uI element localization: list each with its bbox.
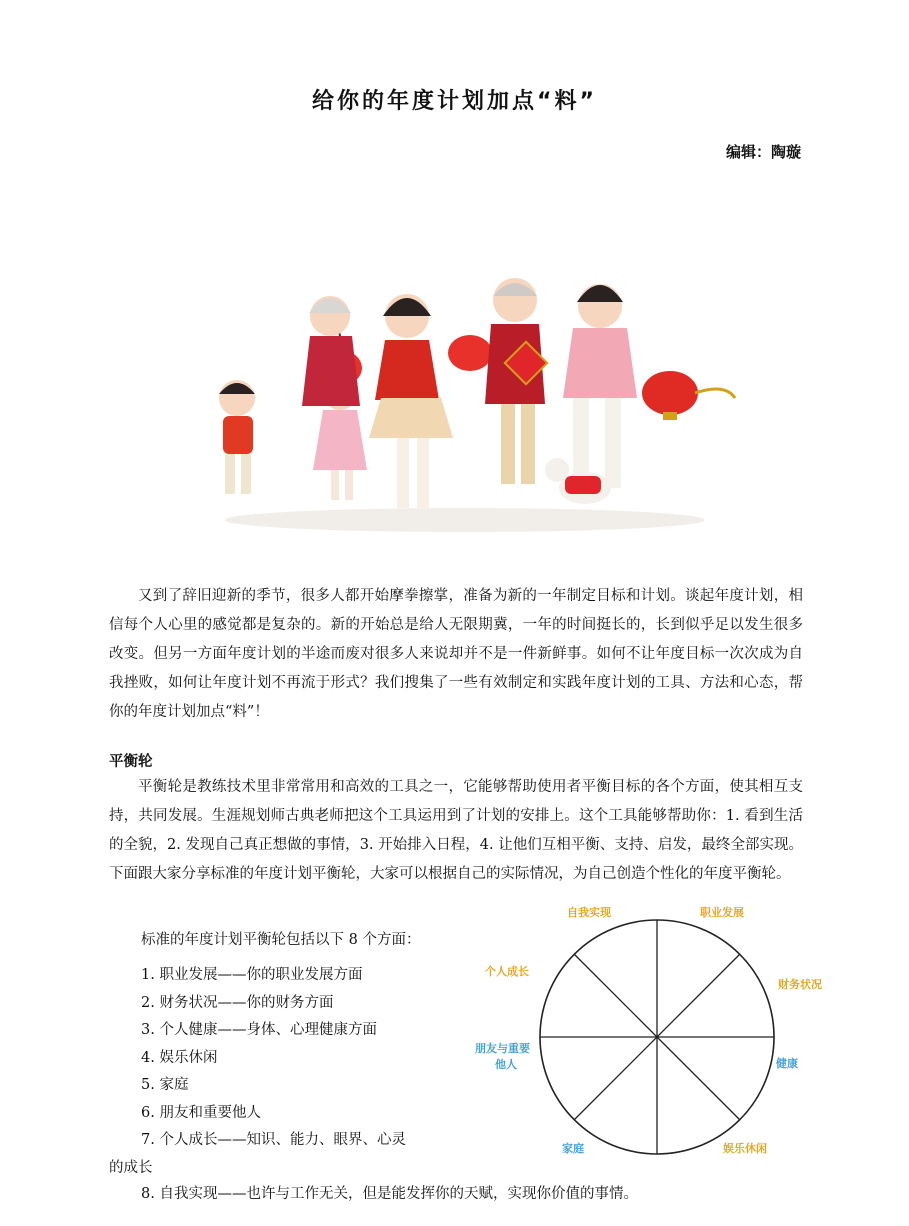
list-item: 8. 自我实现——也许与工作无关，但是能发挥你的天赋，实现你价值的事情。: [141, 1186, 638, 1202]
balance-wheel-diagram: [465, 895, 835, 1165]
wheel-graphic: [540, 920, 774, 1154]
list-item: 6. 朋友和重要他人: [141, 1104, 261, 1121]
editor-credit: 编辑：陶璇: [725, 143, 801, 161]
wheel-label-leisure: 娱乐休闲: [723, 1142, 767, 1155]
aspect-list: [109, 962, 449, 1182]
list-item-continuation: 的成长: [109, 1159, 153, 1176]
child-figure: [219, 380, 255, 494]
wheel-label-friends: 朋友与重要: [475, 1042, 530, 1055]
wheel-label-career: 职业发展: [700, 906, 744, 919]
section-heading: 平衡轮: [109, 754, 153, 770]
wheel-label-growth: 个人成长: [485, 965, 529, 978]
adult-figure: [369, 294, 453, 508]
list-item: 2. 财务状况——你的财务方面: [141, 994, 334, 1011]
balance-wheel-paragraph: 平衡轮是教练技术里非常常用和高效的工具之一，它能够帮助使用者平衡目标的各个方面，使其相互支持，共同发展。生涯规划师古典老师把这个工具运用到了计划的安排上。这个工具能够帮助你：1. 看到生活的全貌，2. 发现自己真正想做的事情，3. 开始排入日程，4. 让他们互相平衡、支持、启发，最终全部实现。下面跟大家分享标准的年度计划平衡轮，大家可以根据自己的实际情况，为自己创造个性化的年度平衡轮。: [109, 779, 803, 882]
list-item: 7. 个人成长——知识、能力、眼界、心灵: [141, 1132, 406, 1148]
list-item: 1. 职业发展——你的职业发展方面: [141, 967, 363, 983]
lantern-icon: [448, 335, 492, 371]
wheel-label-self-realization: 自我实现: [567, 906, 611, 919]
list-item: 4. 娱乐休闲: [141, 1049, 218, 1066]
wheel-label-finance: 财务状况: [778, 978, 822, 991]
lantern-icon: [642, 371, 735, 420]
wheel-label-health: 健康: [776, 1057, 798, 1070]
wheel-label-family: 家庭: [562, 1142, 584, 1155]
list-item: 3. 个人健康——身体、心理健康方面: [141, 1022, 377, 1038]
document-title: 给你的年度计划加点“料”: [312, 89, 597, 114]
wheel-label-friends-2: 他人: [495, 1058, 517, 1071]
list-intro: 标准的年度计划平衡轮包括以下 8 个方面：: [141, 932, 421, 948]
list-item: 5. 家庭: [141, 1077, 189, 1093]
family-new-year-illustration: [185, 258, 745, 538]
adult-figure: [563, 284, 637, 488]
adult-figure: [485, 278, 547, 484]
adult-figure: [302, 296, 360, 406]
intro-paragraph: 又到了辞旧迎新的季节，很多人都开始摩拳擦掌，准备为新的一年制定目标和计划。谈起年度计划，相信每个人心里的感觉都是复杂的。新的开始总是给人无限期冀，一年的时间挺长的，长到似乎足以发生很多改变。但另一方面年度计划的半途而废对很多人来说却并不是一件新鲜事。如何不让年度目标一次次成为自我挫败，如何让年度计划不再流于形式？我们搜集了一些有效制定和实践年度计划的工具、方法和心态，帮你的年度计划加点“料”！: [109, 588, 803, 720]
